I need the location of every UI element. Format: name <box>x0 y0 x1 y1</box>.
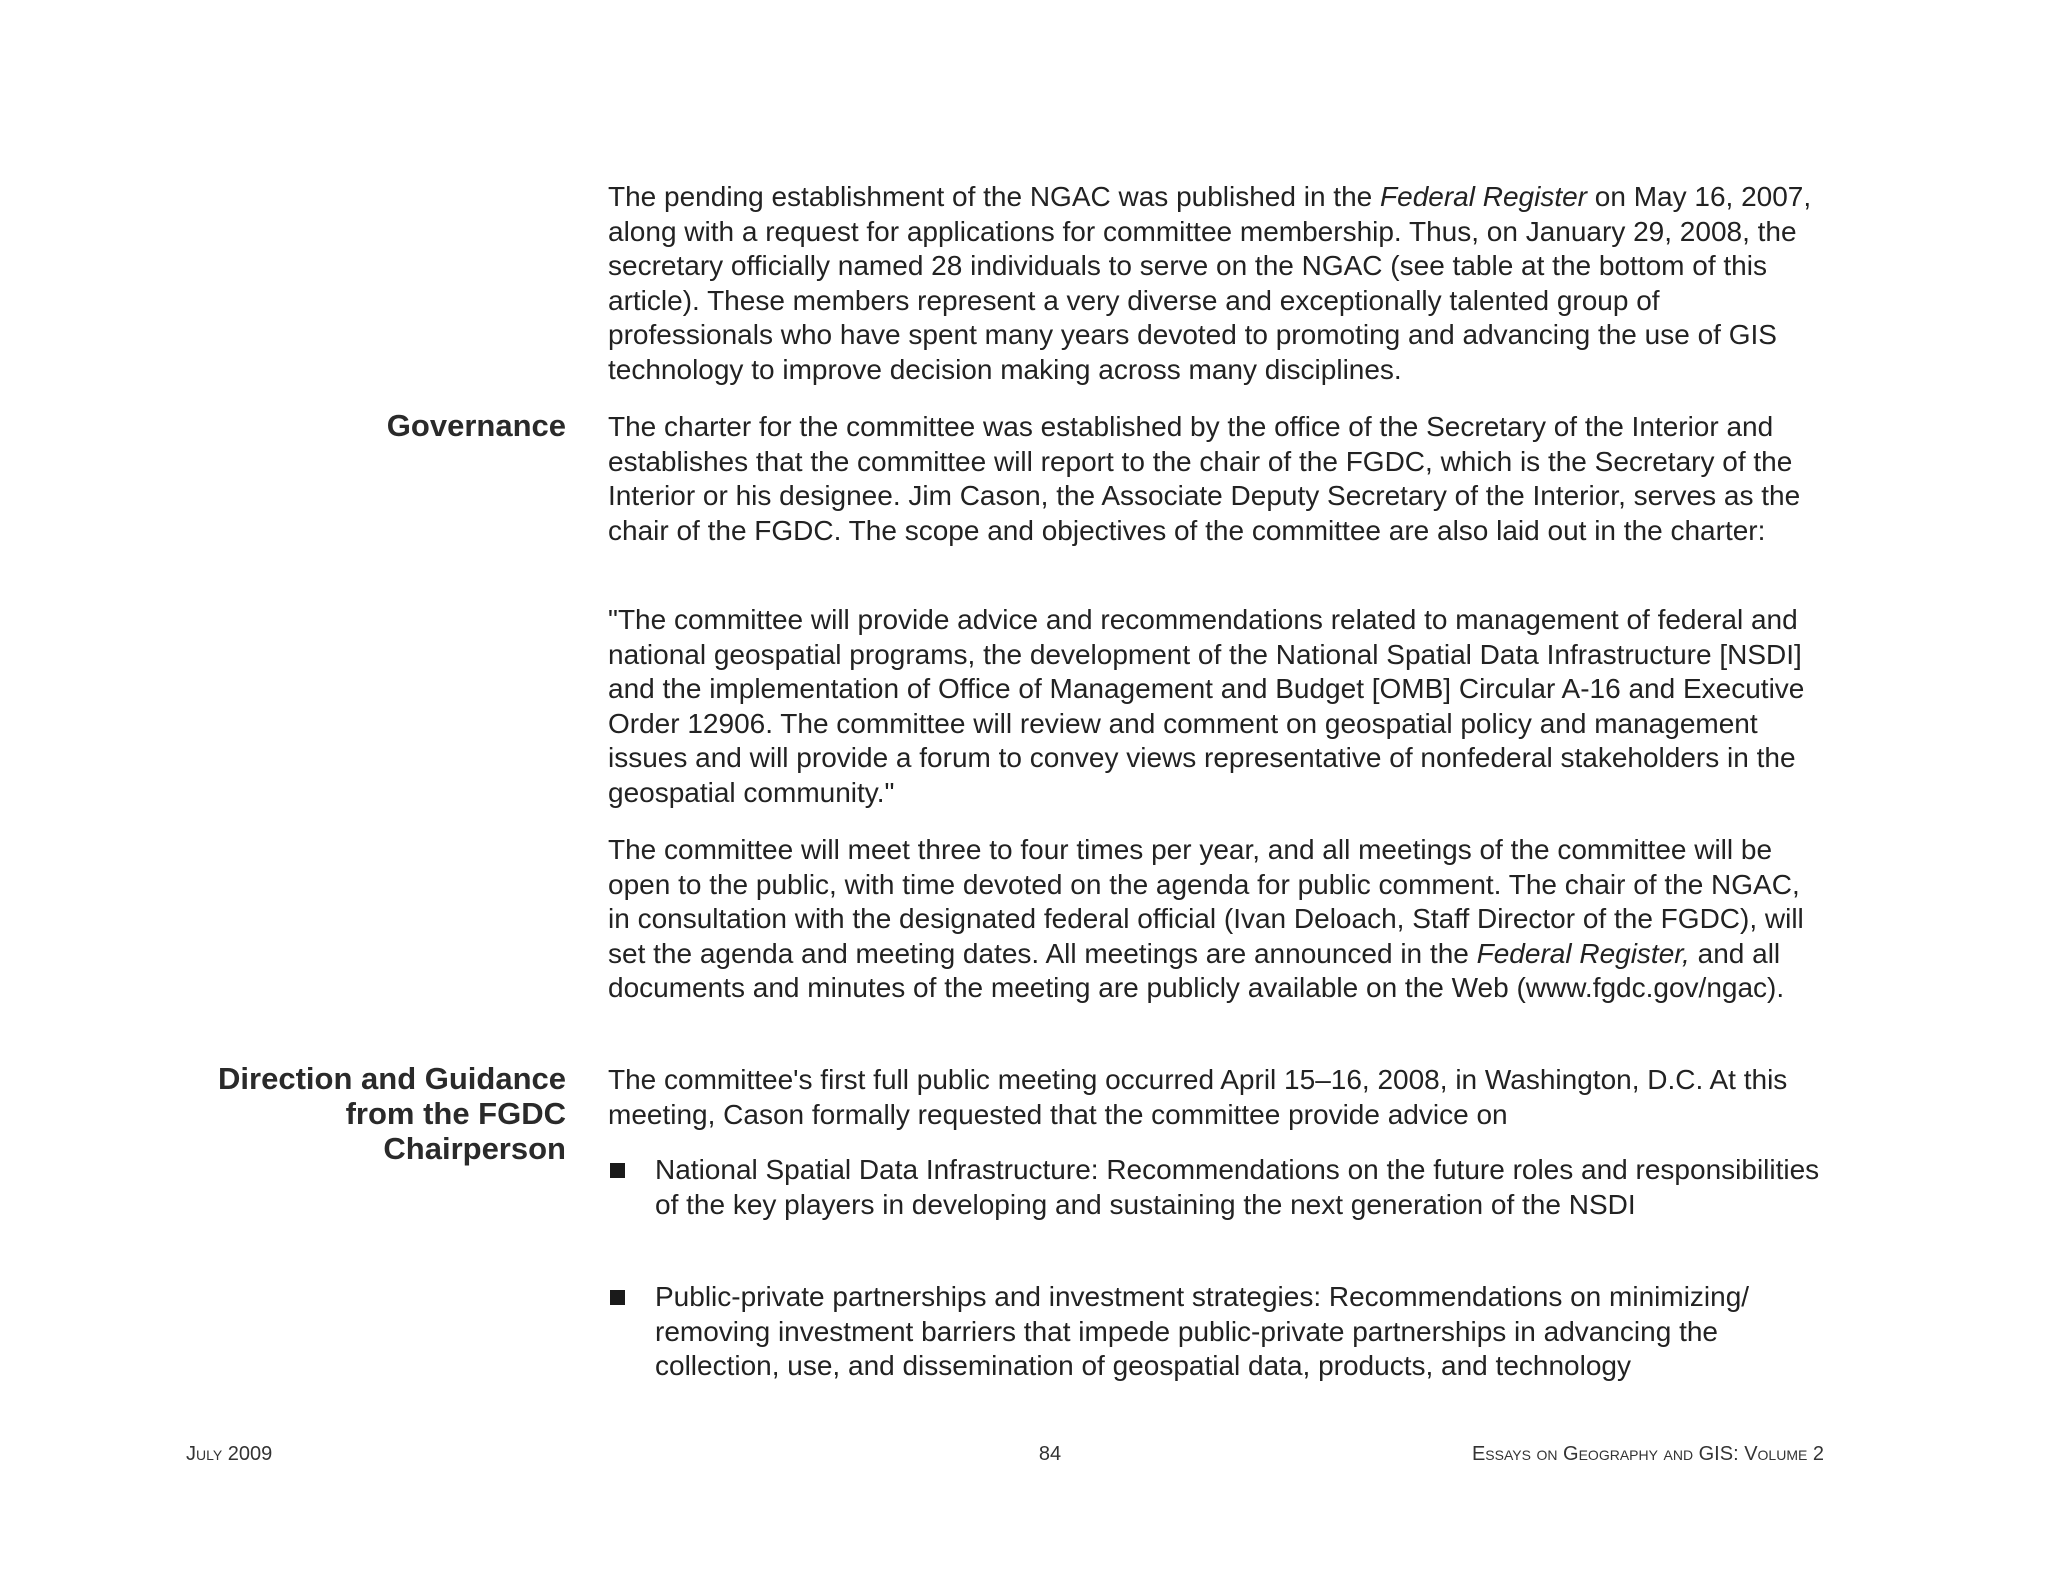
federal-register-italic-2: Federal Register, <box>1476 937 1690 969</box>
governance-paragraph: The charter for the committee was established by the office of the Secretary of the Interior and establishes that the committee will report to the chair of the FGDC, which is the Secretary of the Interior or his designee. Jim Cason, the Associate Deputy Secretary of the Interior, serves as the chair of the FGDC. The scope and objectives of the committee are also laid out in the charter: <box>608 411 1801 546</box>
intro-paragraph <box>608 180 1828 387</box>
direction-heading <box>180 1061 566 1166</box>
intro-text-part1: The pending establishment of the NGAC was published in the <box>608 181 1381 212</box>
governance-heading <box>180 408 566 443</box>
direction-paragraph: The committee's first full public meeting occurred April 15–16, 2008, in Washington, D.C. At this meeting, Cason formally requested that the committee provide advice on <box>608 1064 1788 1130</box>
intro-text-part2: on May 16, 2007, along with a request for applications for committee membership. Thus, on January 29, 2008, the secretary officially named 28 individuals to serve on the NGAC (see table at the bottom of this article). These members represent a very diverse and exceptionally talented group of professionals who have spent many years devoted to promoting and advancing the use of GIS technology to improve decision making across many disciplines. <box>608 181 1812 385</box>
list-item <box>608 1280 1830 1384</box>
meetings-paragraph <box>608 833 1828 1006</box>
charter-quote-paragraph: "The committee will provide advice and recommendations related to management of federal and national geospatial programs, the development of the National Spatial Data Infrastructure [NSDI] and the implementation of Office of Management and Budget [OMB] Circular A-16 and Executive Order 12906. The committee will review and comment on geospatial policy and management issues and will provide a forum to convey views representative of nonfederal stakeholders in the geospatial community." <box>608 604 1805 808</box>
footer-publication-title: Essays on Geography and GIS: Volume 2 <box>1471 1443 1824 1465</box>
meetings-text-part1: The committee will meet three to four times per year, and all meetings of the committee will be open to the public, with time devoted on the agenda for public comment. The chair of the NGAC, in consultation with the designated federal official (Ivan Deloach, Staff Director of the FGDC), will set the agenda and meeting dates. All meetings are announced in the <box>608 834 1804 969</box>
meetings-text-part2: and all documents and minutes of the meeting are publicly available on the Web (www.fgdc.gov/ngac). <box>608 937 1785 1003</box>
page-number: 84 <box>1038 1443 1062 1465</box>
list-item-text: National Spatial Data Infrastructure: Recommendations on the future roles and responsibilities of the key players in developing and sustaining the next generation of the NSDI <box>655 1154 1820 1220</box>
footer-date: July 2009 <box>186 1443 273 1465</box>
direction-heading-line3: Chairperson <box>383 1131 566 1166</box>
direction-heading-line2: from the FGDC <box>345 1096 566 1131</box>
governance-heading-text: Governance <box>386 408 566 443</box>
list-item-text: Public-private partnerships and investment strategies: Recommendations on minimizing/ removing investment barriers that impede public-private partnerships in advancing the collection, use, and dissemination of geospatial data, products, and technology <box>655 1281 1750 1381</box>
square-bullet-icon <box>610 1163 625 1178</box>
list-item <box>608 1153 1830 1222</box>
square-bullet-icon <box>610 1290 625 1305</box>
federal-register-italic: Federal Register <box>1380 181 1587 212</box>
direction-heading-line1: Direction and Guidance <box>218 1061 566 1096</box>
